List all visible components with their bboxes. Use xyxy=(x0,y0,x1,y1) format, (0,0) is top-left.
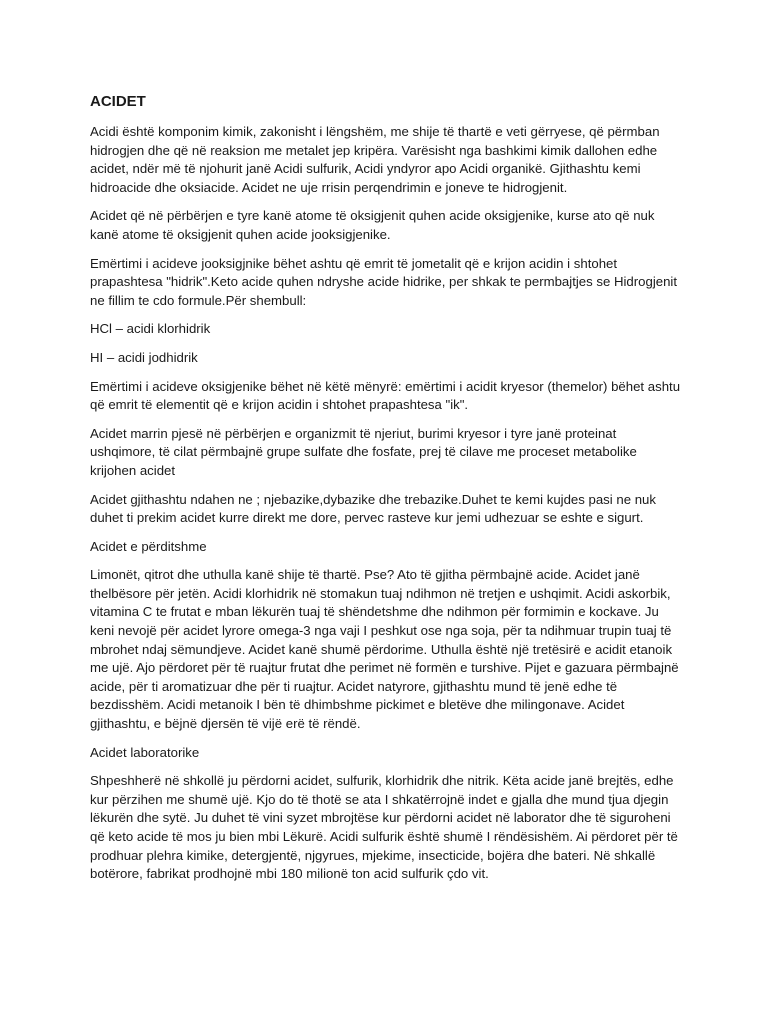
paragraph-classification: Acidet gjithashtu ndahen ne ; njebazike,dybazike dhe trebazike.Duhet te kemi kujdes pasi ne nuk duhet ti prekim acidet kurre direkt me dore, pervec rasteve kur jemi udhezuar se eshte e sigurt. xyxy=(90,491,656,526)
example-hcl: HCl – acidi klorhidrik xyxy=(90,321,211,337)
paragraph-definition: Acidi është komponim kimik, zakonisht i lëngshëm, me shije të thartë e veti gërryese, që përmban hidrogjen dhe që në reaksion me metalet jep kripëra. Varësisht nga bashkimi kimik dallohen edhe acidet, ndër më të njohurit janë Acidi sulfurik, Acidi yndyror apo Acidi organikë. Gjithashtu kemi hidroacide dhe oksiacide. Acidet ne uje rrisin perqendrimin e joneve te hidrogjenit. xyxy=(90,124,660,195)
paragraph-naming-oxygen: Emërtimi i acideve oksigjenike bëhet në këtë mënyrë: emërtimi i acidit kryesor (themelor) bëhet ashtu që emrit të elementit që e krijon acidin i shtohet prapashtesa "ik". xyxy=(90,378,681,413)
example-hi: HI – acidi jodhidrik xyxy=(90,349,198,365)
paragraph-organism: Acidet marrin pjesë në përbërjen e organizmit të njeriut, burimi kryesor i tyre janë proteinat ushqimore, të cilat përmbajnë grupe sulfate dhe fosfate, prej të cilave me proceset metabolike krijohen acidet xyxy=(90,425,637,478)
document-title: ACIDET xyxy=(90,93,146,110)
paragraph-naming-hydric: Emërtimi i acideve jooksigjnike bëhet ashtu që emrit të jometalit që e krijon acidin i shtohet prapashtesa "hidrik".Keto acide quhen ndryshe acide hidrike, per shkak te permbajtjes se Hidrogjenit ne fillim te cdo formule.Për shembull: xyxy=(90,255,678,308)
section-heading-everyday: Acidet e përditshme xyxy=(90,538,207,554)
document-page xyxy=(90,92,682,894)
paragraph-laboratory-acids: Shpeshherë në shkollë ju përdorni acidet, sulfurik, klorhidrik dhe nitrik. Këta acide janë brejtës, edhe kur përzihen me shumë ujë. Kjo do të thotë se ata I shkatërrojnë indet e gjalla dhe mund tjua djegin lëkurën dhe sytë. Ju duhet të vini syzet mbrojtëse kur përdorni acidet në laborator dhe të siguroheni që keto acide të mos ju bien mbi Lëkurë. Acidi sulfurik është shumë I rëndësishëm. Ai përdoret për të prodhuar plehra kimike, detergjentë, njgyrues, mjekime, insecticide, bojëra dhe bateri. Në shkallë botërore, fabrikat prodhojnë mbi 180 milionë ton acid sulfurik çdo vit. xyxy=(90,773,678,882)
paragraph-oxygen-acids: Acidet që në përbërjen e tyre kanë atome të oksigjenit quhen acide oksigjenike, kurse ato që nuk kanë atome të oksigjenit quhen acide jooksigjenike. xyxy=(90,208,655,242)
paragraph-everyday-acids: Limonët, qitrot dhe uthulla kanë shije të thartë. Pse? Ato të gjitha përmbajnë acide. Acidet janë thelbësore për jetën. Acidi klorhidrik në stomakun tuaj ndihmon në tretjen e ushqimit. Acidi askorbik, vitamina C te frutat e mban lëkurën tuaj të shëndetshme dhe ndihmon për formimin e kockave. Ju keni nevojë për acidet lyrore omega-3 nga vaji I peshkut ose nga soja, për ta ndihmuar trupin tuaj të mbrohet ndaj sëmundjeve. Acidet kanë shumë përdorime. Uthulla është një tretësirë e acidit etanoik me ujë. Ajo përdoret për të ruajtur frutat dhe perimet në formën e turshive. Pijet e gazuara përmbajnë acide, për ti aromatizuar dhe për ti ruajtur. Acidet natyrore, gjithashtu mund të jenë edhe të bezdisshëm. Acidi metanoik I bën të dhimbshme pickimet e bletëve dhe milingonave. Acidet gjithashtu, e bëjnë djersën të vijë erë të rëndë. xyxy=(90,567,679,732)
section-heading-laboratory: Acidet laboratorike xyxy=(90,744,200,760)
